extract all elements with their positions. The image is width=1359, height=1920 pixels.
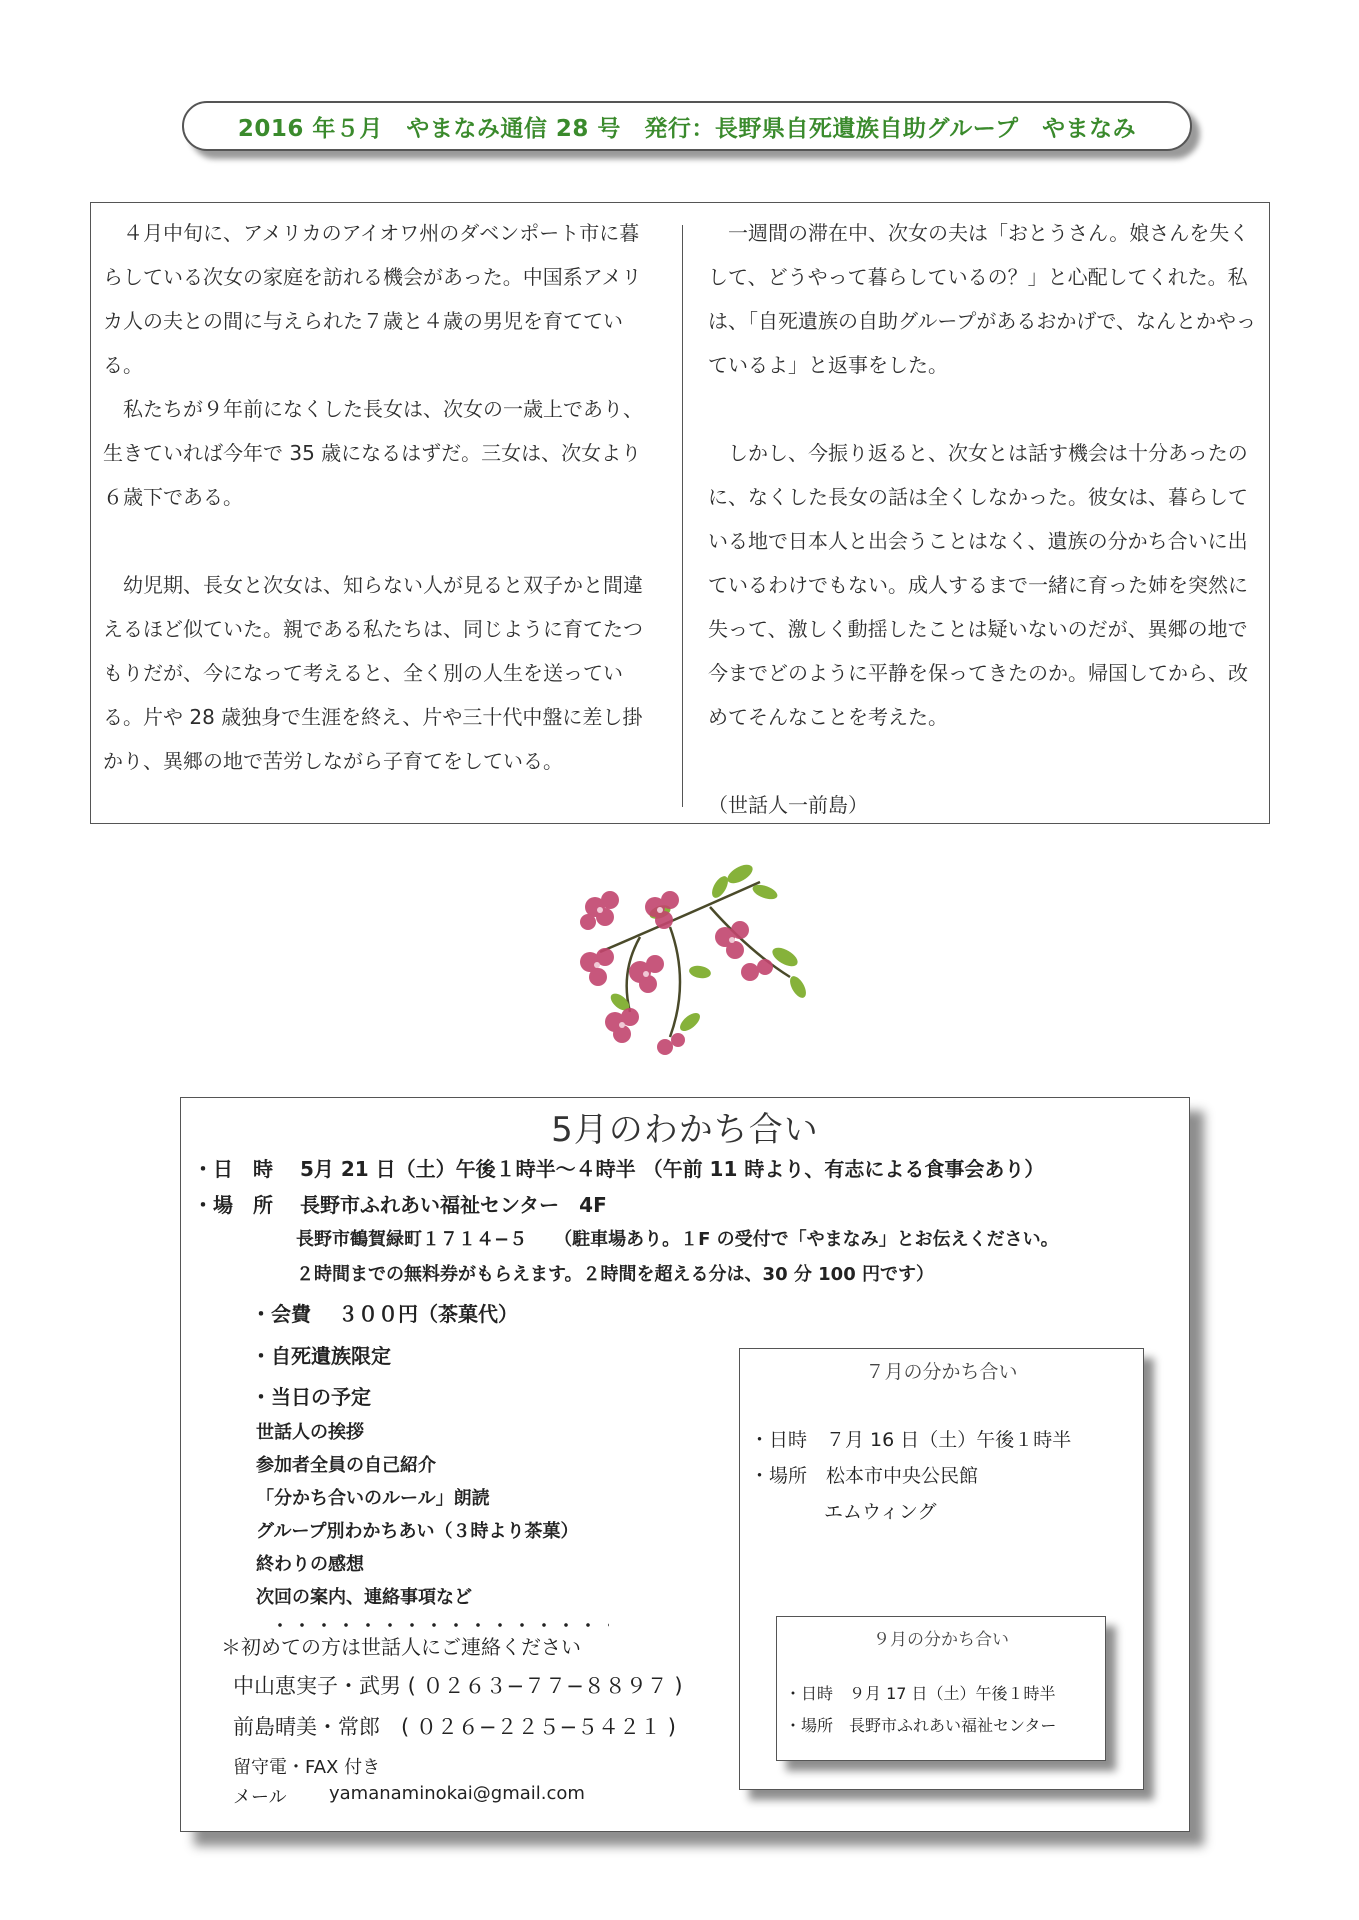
- schedule-heading: ・当日の予定: [251, 1385, 371, 1409]
- event-date: ・日 時 5月 21 日（土）午後１時半～４時半 （午前 11 時より、有志による食事会あり）: [193, 1157, 1045, 1181]
- schedule-item: 「分かち合いのルール」朗読: [256, 1488, 490, 1509]
- article-paragraph: ４月中旬に、アメリカのアイオワ州のダベンポート市に暮らしている次女の家庭を訪れる機会があった。中国系アメリカ人の夫との間に与えられた７歳と４歳の男児を育てている。: [103, 221, 642, 377]
- schedule-item: 終わりの感想: [256, 1554, 364, 1575]
- newsletter-header: [182, 101, 1192, 151]
- september-meeting-box: [776, 1616, 1106, 1761]
- phone-note: 留守電・FAX 付き: [233, 1757, 381, 1778]
- article-paragraph: 一週間の滞在中、次女の夫は「おとうさん。娘さんを失くして、どうやって暮らしているの？」と心配してくれた。私は、「自死遺族の自助グループがあるおかげで、なんとかやっているよ」と返事をした。: [708, 221, 1256, 377]
- contact-maejima: 前島晴美・常郎 ( ０２６−２２５−５４２１ ): [233, 1715, 676, 1739]
- article-paragraph: 幼児期、長女と次女は、知らない人が見ると双子かと間違えるほど似ていた。親である私たちは、同じように育てたつもりだが、今になって考えると、全く別の人生を送っている。片や 28 歳独身で生涯を終え、片や三十代中盤に差し掛かり、異郷の地で苦労しながら子育てをしている。: [103, 573, 643, 773]
- article-right-column: [708, 211, 1260, 827]
- schedule-item: 参加者全員の自己紹介: [256, 1455, 436, 1476]
- column-divider: [682, 225, 683, 807]
- first-time-note: ＊初めての方は世話人にご連絡ください: [221, 1635, 581, 1659]
- contact-nakayama: 中山恵実子・武男 ( ０２６３−７７−８８９７ ): [233, 1674, 683, 1698]
- mail-label: メール: [233, 1787, 287, 1808]
- event-limit: ・自死遺族限定: [251, 1344, 391, 1368]
- schedule-item: 世話人の挨拶: [256, 1422, 364, 1443]
- dogwood-flower-illustration: [560, 862, 820, 1062]
- event-title: 5月のわかち合い: [551, 1110, 819, 1150]
- july-title: ７月の分かち合い: [865, 1361, 1018, 1383]
- july-place: ・場所 松本市中央公民館: [750, 1465, 979, 1487]
- july-date: ・日時 ７月 16 日（土）午後１時半: [750, 1429, 1072, 1451]
- september-place: ・場所 長野市ふれあい福祉センター: [785, 1716, 1057, 1735]
- event-address: 長野市鶴賀緑町１７１４−５ （駐車場あり。１F の受付で「やまなみ」とお伝えください。: [296, 1229, 1059, 1250]
- header-title: 2016 年５月 やまなみ通信 28 号 発行：長野県自死遺族自助グループ やまなみ: [237, 115, 1137, 142]
- schedule-item: グループ別わかちあい（３時より茶菓）: [256, 1521, 579, 1542]
- july-place-building: エムウィング: [824, 1501, 937, 1523]
- september-date: ・日時 ９月 17 日（土）午後１時半: [785, 1684, 1056, 1703]
- schedule-item: 次回の案内、連絡事項など: [256, 1587, 472, 1608]
- article-box: [90, 202, 1270, 824]
- article-paragraph: しかし、今振り返ると、次女とは話す機会は十分あったのに、なくした長女の話は全くしなかった。彼女は、暮らしている地で日本人と出会うことはなく、遺族の分かち合いに出ているわけでもない。成人するまで一緒に育った姉を突然に失って、激しく動揺したことは疑いないのだが、異郷の地で今までどのように平静を保ってきたのか。帰国してから、改めてそんなことを考えた。: [708, 441, 1248, 729]
- article-signoff: （世話人一前島）: [708, 793, 868, 817]
- event-parking-note: ２時間までの無料券がもらえます。２時間を超える分は、30 分 100 円です）: [296, 1264, 934, 1285]
- article-paragraph: 私たちが９年前になくした長女は、次女の一歳上であり、生きていれば今年で 35 歳になるはずだ。三女は、次女より６歳下である。: [103, 397, 643, 509]
- email-address: yamanaminokai@gmail.com: [329, 1783, 585, 1804]
- article-left-column: [103, 211, 655, 783]
- event-place: ・場 所 長野市ふれあい福祉センター 4F: [193, 1193, 607, 1217]
- event-fee: ・会費 ３００円（茶菓代）: [251, 1302, 518, 1326]
- emphasis-dots: [269, 1622, 609, 1628]
- september-title: ９月の分かち合い: [873, 1630, 1009, 1650]
